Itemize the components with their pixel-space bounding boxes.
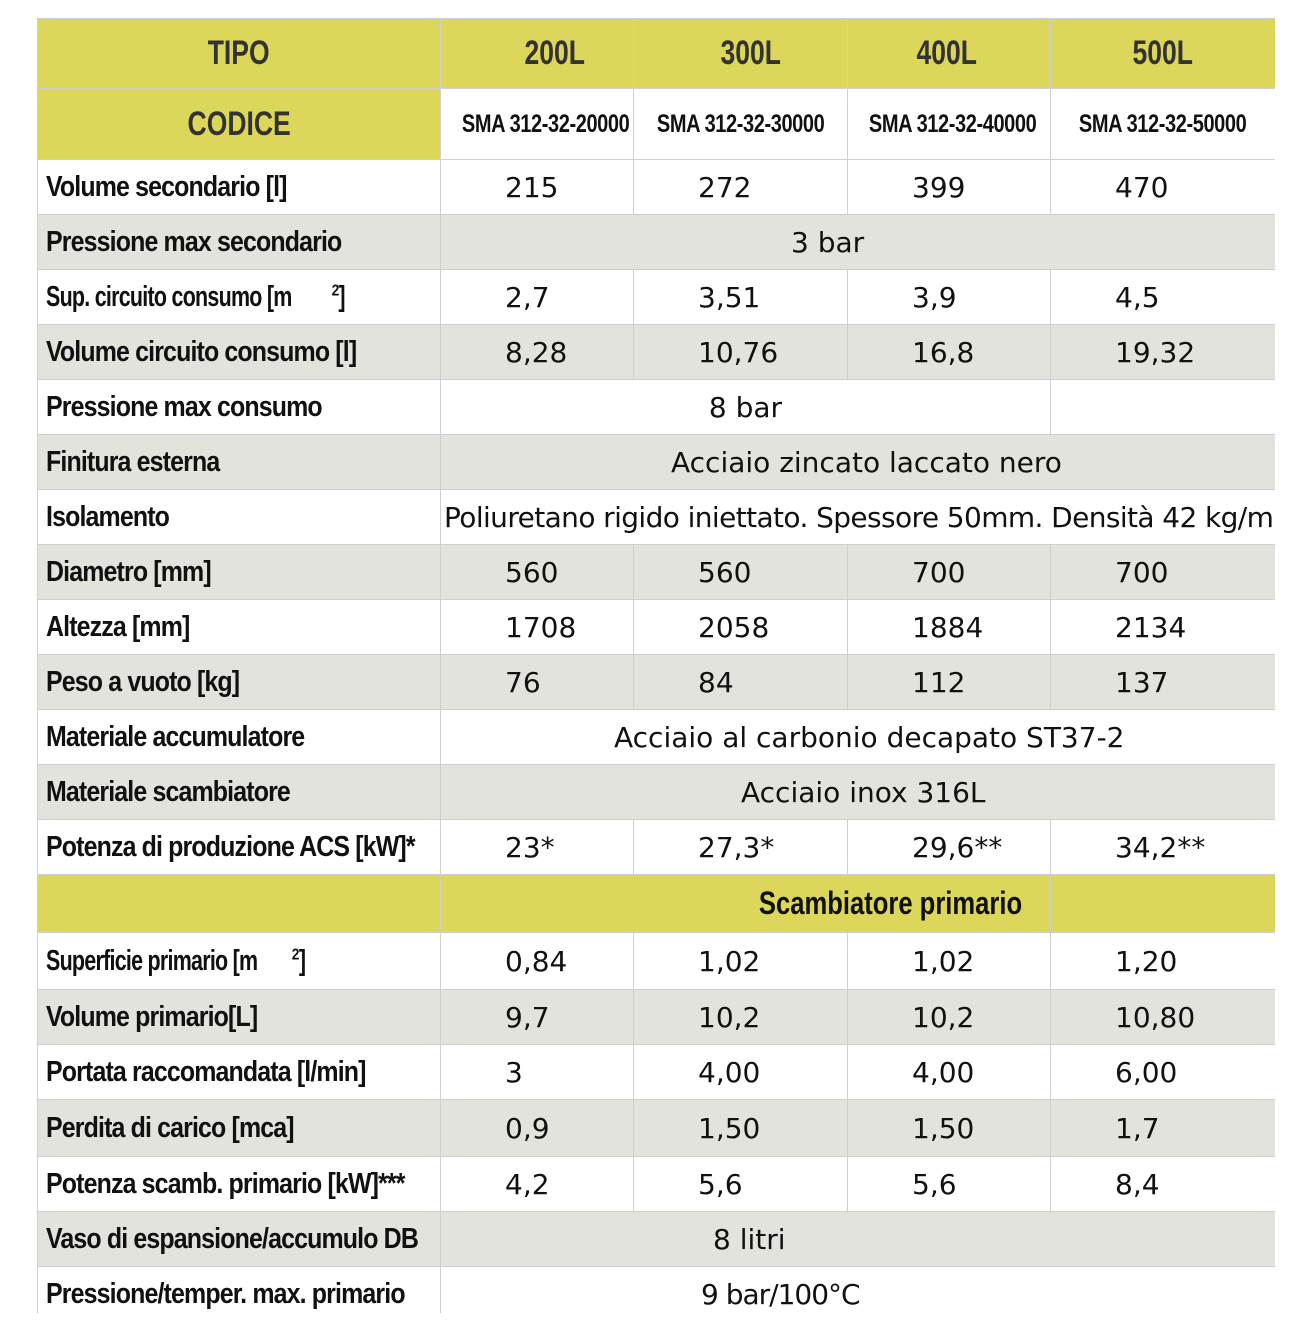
value-cell: 8 bar [441,380,1051,435]
value-cell: 1884 [848,600,1051,655]
codice-label: CODICE [38,89,441,160]
label-altezza: Altezza [mm] [38,600,441,655]
value-cell: 1708 [441,600,634,655]
label-potenza-primario: Potenza scamb. primario [kW]*** [38,1157,441,1212]
code-200l: SMA 312-32-20000 [441,89,634,160]
label-finitura: Finitura esterna [38,435,441,490]
value-cell: 16,8 [848,325,1051,380]
value-cell: 272 [634,160,848,215]
value-cell: 215 [441,160,634,215]
value-cell: 19,32 [1051,325,1276,380]
value-cell: 4,5 [1051,270,1276,325]
value-cell: 9,7 [441,990,634,1045]
row-potenza-primario [38,1157,1276,1212]
label-pressione-max-secondario: Pressione max secondario [38,215,441,270]
value-cell: 1,02 [848,933,1051,990]
type-300l: 300L [634,19,848,89]
value-cell: 8,28 [441,325,634,380]
value-cell: 470 [1051,160,1276,215]
row-peso [38,655,1276,710]
label-pressione-temp: Pressione/temper. max. primario [38,1267,441,1314]
label-perdita: Perdita di carico [mca] [38,1100,441,1157]
value-cell: 700 [1051,545,1276,600]
row-materiale-scambiatore [38,765,1276,820]
value-cell: 1,50 [848,1100,1051,1157]
value-cell: 0,84 [441,933,634,990]
value-cell: 8 litri [441,1212,1276,1267]
value-cell: 6,00 [1051,1045,1276,1100]
value-cell: 399 [848,160,1051,215]
label-sup-circuito: Sup. circuito consumo [m $^2$] [38,270,441,325]
label-superficie-primario: Superficie primario [m $^2$] [38,933,441,990]
label-volume-circuito: Volume circuito consumo [l] [38,325,441,380]
value-cell: 10,2 [848,990,1051,1045]
label-materiale-scambiatore: Materiale scambiatore [38,765,441,820]
value-cell: 137 [1051,655,1276,710]
code-row [38,89,1276,160]
value-cell: 560 [634,545,848,600]
type-header-row [38,19,1276,89]
empty-cell [1051,380,1276,435]
code-500l: SMA 312-32-50000 [1051,89,1276,160]
value-cell: 84 [634,655,848,710]
row-isolamento [38,490,1276,545]
row-pressione-max-secondario [38,215,1276,270]
value-cell: 112 [848,655,1051,710]
value-cell: 3 [441,1045,634,1100]
value-cell: 4,2 [441,1157,634,1212]
value-cell: 1,02 [634,933,848,990]
value-cell: 2058 [634,600,848,655]
label-potenza-acs: Potenza di produzione ACS [kW]* [38,820,441,875]
spec-table [37,18,1275,1313]
row-pressione-max-consumo [38,380,1276,435]
section-title: Scambiatore primario [441,875,1051,933]
value-cell: 8,4 [1051,1157,1276,1212]
section-empty-cell [38,875,441,933]
value-cell: 4,00 [634,1045,848,1100]
type-400l: 400L [848,19,1051,89]
row-portata [38,1045,1276,1100]
row-perdita [38,1100,1276,1157]
label-materiale-accumulatore: Materiale accumulatore [38,710,441,765]
value-cell: 5,6 [848,1157,1051,1212]
section-header-row [38,875,1276,933]
spec-sheet [37,18,1275,1313]
section-empty-cell [1051,875,1276,933]
value-cell: 1,7 [1051,1100,1276,1157]
value-cell: 2134 [1051,600,1276,655]
value-cell: 5,6 [634,1157,848,1212]
code-400l: SMA 312-32-40000 [848,89,1051,160]
value-cell: Acciaio al carbonio decapato ST37-2 [441,710,1276,765]
row-superficie-primario [38,933,1276,990]
value-cell: 3 bar [441,215,1276,270]
label-portata: Portata raccomandata [l/min] [38,1045,441,1100]
value-cell: 700 [848,545,1051,600]
value-cell: Acciaio inox 316L [441,765,1276,820]
value-cell: 2,7 [441,270,634,325]
row-volume-circuito [38,325,1276,380]
row-diametro [38,545,1276,600]
label-diametro: Diametro [mm] [38,545,441,600]
value-cell: 1,20 [1051,933,1276,990]
label-peso: Peso a vuoto [kg] [38,655,441,710]
label-pressione-max-consumo: Pressione max consumo [38,380,441,435]
type-500l: 500L [1051,19,1276,89]
row-finitura [38,435,1276,490]
label-isolamento: Isolamento [38,490,441,545]
tipo-header: TIPO [38,19,441,89]
value-cell: 10,76 [634,325,848,380]
value-cell: 27,3* [634,820,848,875]
type-200l: 200L [441,19,634,89]
row-altezza [38,600,1276,655]
value-cell: 560 [441,545,634,600]
value-cell: 34,2** [1051,820,1276,875]
value-cell: 1,50 [634,1100,848,1157]
row-sup-circuito [38,270,1276,325]
value-cell: 3,51 [634,270,848,325]
row-vaso [38,1212,1276,1267]
value-cell: 9 bar/100°C [441,1267,1276,1314]
value-cell: 3,9 [848,270,1051,325]
row-volume-secondario [38,160,1276,215]
label-volume-secondario: Volume secondario [l] [38,160,441,215]
label-volume-primario: Volume primario[L] [38,990,441,1045]
label-vaso: Vaso di espansione/accumulo DB [38,1212,441,1267]
value-cell: 23* [441,820,634,875]
row-materiale-accumulatore [38,710,1276,765]
row-potenza-acs [38,820,1276,875]
value-cell: Acciaio zincato laccato nero [441,435,1276,490]
value-cell: 76 [441,655,634,710]
value-cell: 29,6** [848,820,1051,875]
row-volume-primario [38,990,1276,1045]
value-cell: 10,80 [1051,990,1276,1045]
value-cell: 10,2 [634,990,848,1045]
value-cell: 4,00 [848,1045,1051,1100]
value-cell: Poliuretano rigido iniettato. Spessore 50mm. Densità 42 kg/m [441,490,1276,545]
value-cell: 0,9 [441,1100,634,1157]
row-pressione-temp [38,1267,1276,1314]
code-300l: SMA 312-32-30000 [634,89,848,160]
